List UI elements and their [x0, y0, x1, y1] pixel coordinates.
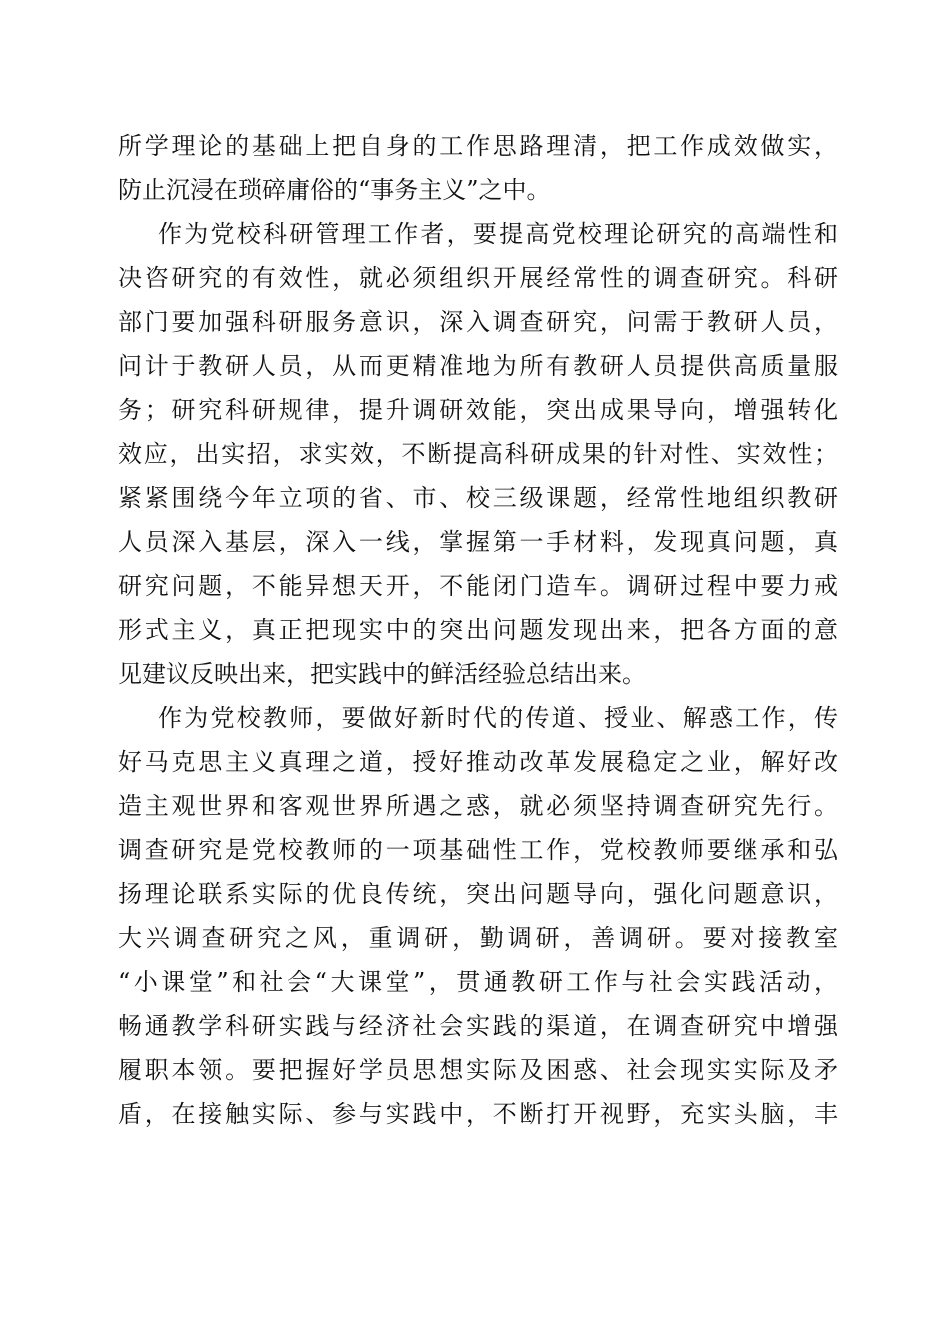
- text-line: 人员深入基层，深入一线，掌握第一手材料，发现真问题，真: [118, 528, 838, 556]
- text-line: 作为党校科研管理工作者，要提高党校理论研究的高端性和: [158, 220, 838, 248]
- text-line: 决咨研究的有效性，就必须组织开展经常性的调查研究。科研: [118, 264, 838, 292]
- text-line: 好马克思主义真理之道，授好推动改革发展稳定之业，解好改: [118, 748, 838, 776]
- text-line: 造主观世界和客观世界所遇之惑，就必须坚持调查研究先行。: [118, 792, 838, 820]
- text-line: 扬理论联系实际的优良传统，突出问题导向，强化问题意识，: [118, 880, 838, 908]
- text-line: 务；研究科研规律，提升调研效能，突出成果导向，增强转化: [118, 396, 838, 424]
- text-line: 大兴调查研究之风，重调研，勤调研，善调研。要对接教室: [118, 924, 838, 952]
- text-line: 作为党校教师，要做好新时代的传道、授业、解惑工作，传: [158, 704, 838, 732]
- body-text: [118, 124, 838, 1136]
- text-line: 研究问题，不能异想天开，不能闭门造车。调研过程中要力戒: [118, 572, 838, 600]
- text-line: 履职本领。要把握好学员思想实际及困惑、社会现实实际及矛: [118, 1056, 838, 1084]
- text-line: 所学理论的基础上把自身的工作思路理清，把工作成效做实，: [118, 132, 838, 160]
- text-line: 防止沉浸在琐碎庸俗的“事务主义”之中。: [118, 176, 551, 204]
- text-line: “小课堂”和社会“大课堂”，贯通教研工作与社会实践活动，: [118, 968, 838, 996]
- paragraph: [118, 696, 838, 1136]
- text-line: 部门要加强科研服务意识，深入调查研究，问需于教研人员，: [118, 308, 838, 336]
- text-line: 畅通教学科研实践与经济社会实践的渠道，在调查研究中增强: [118, 1012, 838, 1040]
- text-line: 见建议反映出来，把实践中的鲜活经验总结出来。: [118, 660, 646, 688]
- text-line: 盾，在接触实际、参与实践中，不断打开视野，充实头脑，丰: [118, 1100, 838, 1128]
- text-line: 问计于教研人员，从而更精准地为所有教研人员提供高质量服: [118, 352, 838, 380]
- text-line: 调查研究是党校教师的一项基础性工作，党校教师要继承和弘: [118, 836, 838, 864]
- text-line: 效应，出实招，求实效，不断提高科研成果的针对性、实效性；: [118, 440, 838, 468]
- text-line: 紧紧围绕今年立项的省、市、校三级课题，经常性地组织教研: [118, 484, 838, 512]
- paragraph: [118, 124, 838, 212]
- paragraph: [118, 212, 838, 696]
- text-line: 形式主义，真正把现实中的突出问题发现出来，把各方面的意: [118, 616, 838, 644]
